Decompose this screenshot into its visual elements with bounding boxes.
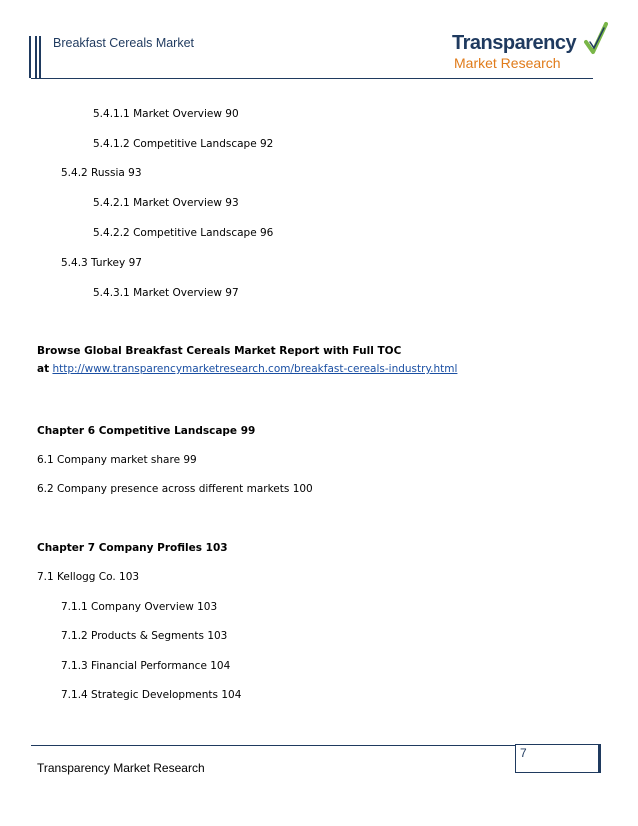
toc-entry: 7.1 Kellogg Co. 103	[37, 571, 140, 583]
toc-entry: 6.1 Company market share 99	[37, 454, 197, 466]
header-rule	[31, 78, 593, 79]
toc-entry: 6.2 Company presence across different markets 100	[37, 483, 313, 495]
logo-sub-text: Market Research	[454, 55, 561, 71]
toc-entry: 5.4.1.1 Market Overview 90	[93, 108, 239, 120]
logo-main-text: Transparency	[452, 32, 577, 54]
toc-entry: 7.1.1 Company Overview 103	[61, 601, 218, 613]
header-title: Breakfast Cereals Market	[53, 36, 195, 50]
footer-company: Transparency Market Research	[37, 761, 205, 775]
checkmark-icon	[584, 20, 608, 58]
company-logo	[448, 18, 608, 76]
toc-entry: 7.1.4 Strategic Developments 104	[61, 689, 242, 701]
toc-entry: 5.4.3.1 Market Overview 97	[93, 287, 239, 299]
browse-at-label: at	[37, 363, 50, 375]
toc-entry: 5.4.2.1 Market Overview 93	[93, 197, 239, 209]
chapter-heading: Chapter 6 Competitive Landscape 99	[37, 425, 256, 437]
footer-rule	[31, 745, 515, 746]
toc-entry: 7.1.3 Financial Performance 104	[61, 660, 231, 672]
toc-entry: 5.4.2 Russia 93	[61, 167, 142, 179]
toc-entry: 7.1.2 Products & Segments 103	[61, 630, 228, 642]
toc-entry: 5.4.1.2 Competitive Landscape 92	[93, 138, 274, 150]
report-link[interactable]: http://www.transparencymarketresearch.com/breakfast-cereals-industry.html	[52, 363, 458, 375]
page-number: 7	[520, 746, 527, 760]
chapter-heading: Chapter 7 Company Profiles 103	[37, 542, 228, 554]
header-ornament	[29, 36, 43, 78]
toc-entry: 5.4.3 Turkey 97	[61, 257, 142, 269]
browse-heading: Browse Global Breakfast Cereals Market Report with Full TOC	[37, 345, 402, 357]
toc-entry: 5.4.2.2 Competitive Landscape 96	[93, 227, 274, 239]
browse-link-line	[37, 362, 457, 376]
page-number-box	[515, 744, 601, 773]
